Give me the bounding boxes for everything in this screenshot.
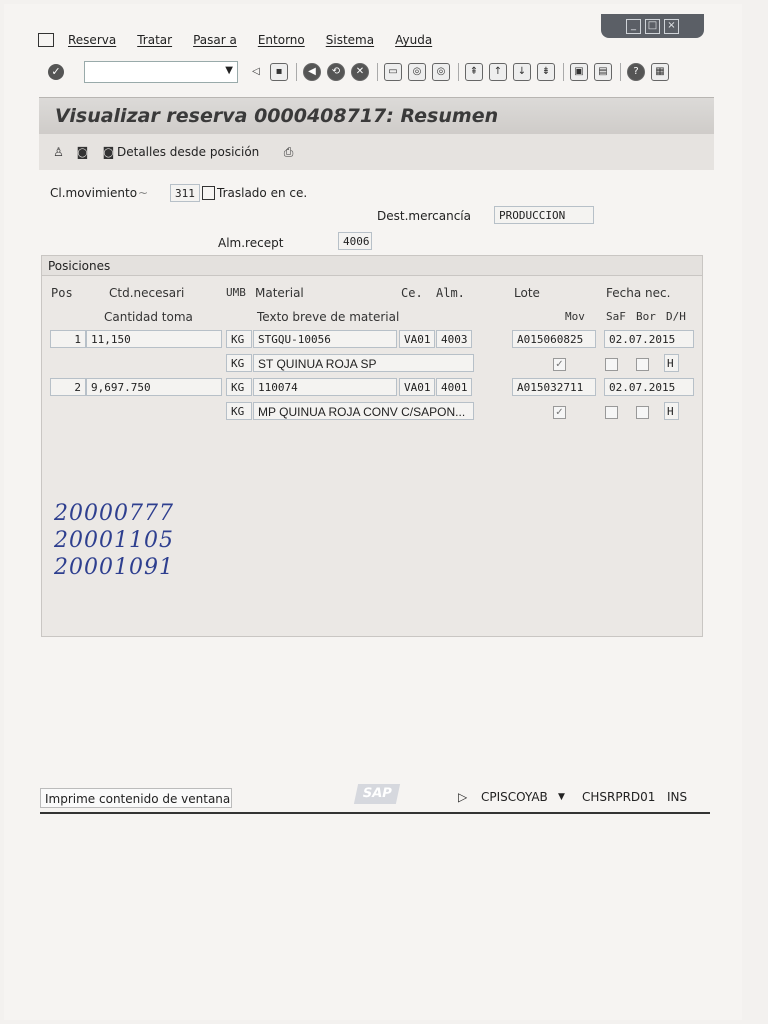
col-umb: UMB (226, 286, 246, 299)
movement-type-text: Traslado en ce. (217, 186, 308, 200)
menu-ayuda[interactable]: Ayuda (395, 33, 433, 47)
col-date: Fecha nec. (606, 286, 671, 300)
col-storage: Alm. (436, 286, 465, 300)
row1-saf-checkbox[interactable] (605, 358, 618, 371)
movement-type-label: Cl.movimiento (50, 186, 138, 200)
positions-group (41, 255, 703, 637)
toolbar-separator (458, 63, 459, 81)
col-saf: SaF (606, 310, 626, 323)
row2-qty[interactable]: 9,697.750 (86, 378, 222, 396)
title-bar (39, 97, 714, 134)
status-divider (40, 812, 710, 814)
row2-bor-checkbox[interactable] (636, 406, 649, 419)
destination-field[interactable]: PRODUCCION (494, 206, 594, 224)
col-short-text: Texto breve de material (257, 310, 400, 324)
sap-logo: SAP (354, 784, 400, 804)
col-plant: Ce. (401, 286, 423, 300)
detail-icon[interactable]: ◙ (76, 145, 89, 159)
col-material: Material (255, 286, 304, 300)
row1-batch[interactable]: A015060825 (512, 330, 596, 348)
toolbar-separator (296, 63, 297, 81)
system-client[interactable]: CPISCOYAB (481, 790, 548, 804)
row1-mov-checkbox[interactable]: ✓ (553, 358, 566, 371)
menu-bar (38, 30, 453, 50)
back-arrow-icon[interactable]: ◁ (252, 66, 260, 77)
row2-date[interactable]: 02.07.2015 (604, 378, 694, 396)
print-screen-icon[interactable]: ⎙ (283, 145, 294, 159)
row2-saf-checkbox[interactable] (605, 406, 618, 419)
close-icon[interactable]: × (664, 19, 679, 34)
help-icon[interactable]: ? (627, 63, 645, 81)
enter-check-icon[interactable]: ✓ (48, 64, 64, 80)
row1-bor-checkbox[interactable] (636, 358, 649, 371)
row2-storage[interactable]: 4001 (436, 378, 472, 396)
first-page-icon[interactable]: ⇞ (465, 63, 483, 81)
shortcut-icon[interactable]: ▤ (594, 63, 612, 81)
row1-storage[interactable]: 4003 (436, 330, 472, 348)
exit-icon[interactable]: ⟲ (327, 63, 345, 81)
toolbar-separator (563, 63, 564, 81)
status-expand-icon[interactable]: ▷ (458, 790, 468, 804)
menu-reserva[interactable]: Reserva (68, 33, 117, 47)
menu-entorno[interactable]: Entorno (257, 33, 305, 47)
insert-mode[interactable]: INS (667, 790, 688, 804)
previous-page-icon[interactable]: ↑ (489, 63, 507, 81)
client-dropdown-icon[interactable]: ▼ (558, 792, 565, 802)
receiving-storage-field[interactable]: 4006 (338, 232, 372, 250)
toolbar-separator (620, 63, 621, 81)
person-icon[interactable]: ♙ (53, 145, 64, 159)
row2-uom[interactable]: KG (226, 378, 252, 396)
details-from-position-button[interactable]: Detalles desde posición (117, 145, 260, 159)
find-icon[interactable]: ◎ (408, 63, 426, 81)
destination-label: Dest.mercancía (377, 209, 471, 223)
menu-tratar[interactable]: Tratar (137, 33, 173, 47)
row1-pos: 1 (50, 330, 86, 348)
next-page-icon[interactable]: ↓ (513, 63, 531, 81)
row1-dh[interactable]: H (664, 354, 679, 372)
save-icon[interactable]: ▪ (270, 63, 288, 81)
handwritten-note: 20000777 (54, 501, 174, 526)
row2-material[interactable]: 110074 (253, 378, 397, 396)
last-page-icon[interactable]: ⇟ (537, 63, 555, 81)
movement-type-field[interactable]: 311 (170, 184, 200, 202)
col-batch: Lote (514, 286, 540, 300)
minimize-icon[interactable]: _ (626, 19, 641, 34)
row1-date[interactable]: 02.07.2015 (604, 330, 694, 348)
copy-icon (202, 186, 215, 200)
row2-pos: 2 (50, 378, 86, 396)
find-next-icon[interactable]: ◎ (432, 63, 450, 81)
menu-sistema[interactable]: Sistema (325, 33, 375, 47)
detail-position-icon[interactable]: ◙ (102, 145, 115, 159)
menu-pasar-a[interactable]: Pasar a (193, 33, 237, 47)
cancel-icon[interactable]: ✕ (351, 63, 369, 81)
col-dh: D/H (666, 310, 686, 323)
command-field[interactable] (84, 61, 238, 83)
print-icon[interactable]: ▭ (384, 63, 402, 81)
maximize-icon[interactable]: □ (645, 19, 660, 34)
row1-material[interactable]: STGQU-10056 (253, 330, 397, 348)
handwritten-note: 20001105 (54, 528, 174, 553)
back-icon[interactable]: ◀ (303, 63, 321, 81)
page-title: Visualizar reserva 0000408717: Resumen (55, 105, 499, 127)
dropdown-icon[interactable]: ▼ (225, 65, 233, 76)
row2-uom-taken: KG (226, 402, 252, 420)
layout-menu-icon[interactable]: ▦ (651, 63, 669, 81)
row1-plant[interactable]: VA01 (399, 330, 435, 348)
new-session-icon[interactable]: ▣ (570, 63, 588, 81)
col-mov: Mov (565, 310, 585, 323)
status-message: Imprime contenido de ventana (40, 788, 232, 808)
toolbar-separator (377, 63, 378, 81)
col-bor: Bor (636, 310, 656, 323)
label-dash: ~ (138, 186, 149, 200)
row1-uom[interactable]: KG (226, 330, 252, 348)
row1-qty[interactable]: 11,150 (86, 330, 222, 348)
status-bar (40, 784, 710, 810)
system-menu-icon[interactable] (38, 33, 54, 47)
row2-batch[interactable]: A015032711 (512, 378, 596, 396)
row2-text: MP QUINUA ROJA CONV C/SAPON... (253, 402, 474, 420)
col-qty: Ctd.necesari (109, 286, 185, 300)
application-toolbar (39, 134, 714, 170)
row2-mov-checkbox[interactable]: ✓ (553, 406, 566, 419)
standard-toolbar (40, 58, 700, 86)
col-pos: Pos (51, 286, 73, 300)
server-name: CHSRPRD01 (582, 790, 656, 804)
positions-title: Posiciones (42, 256, 702, 276)
row1-text: ST QUINUA ROJA SP (253, 354, 474, 372)
window-controls[interactable] (601, 14, 704, 38)
receiving-storage-label: Alm.recept (218, 236, 284, 250)
row2-plant[interactable]: VA01 (399, 378, 435, 396)
row1-uom-taken: KG (226, 354, 252, 372)
row2-dh[interactable]: H (664, 402, 679, 420)
col-qty-taken: Cantidad toma (104, 310, 193, 324)
handwritten-note: 20001091 (54, 555, 174, 580)
